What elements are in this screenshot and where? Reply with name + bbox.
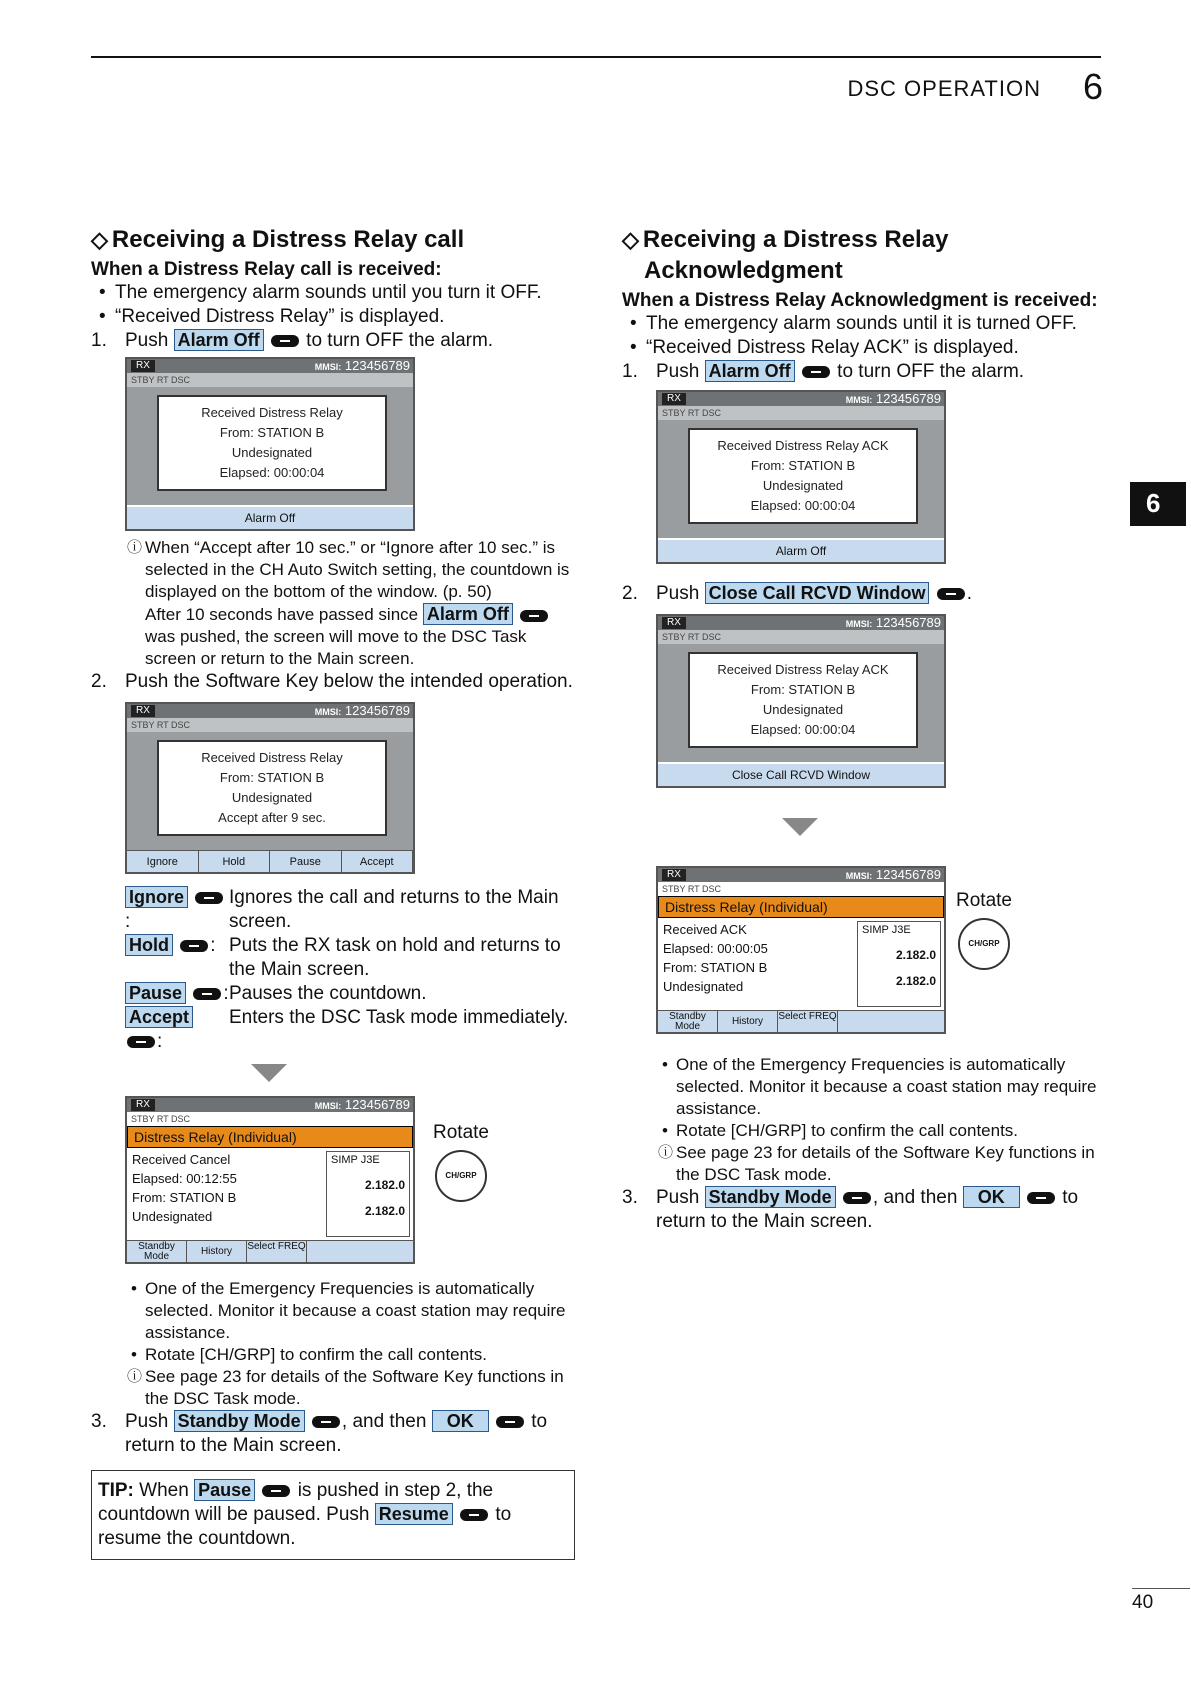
- step-1: 1. Push Alarm Off to turn OFF the alarm.: [91, 330, 494, 351]
- list-item: • One of the Emergency Frequencies is automatically selected. Monitor it because a coast station may require assistance.: [91, 1278, 581, 1344]
- right-heading-line2: Acknowledgment: [644, 257, 843, 284]
- note-after-10s: After 10 seconds have passed since Alarm Off was pushed, the screen will move to the DSC Task screen or return to the Main screen.: [91, 603, 581, 670]
- ch-grp-knob-icon: CH/GRP: [958, 918, 1010, 970]
- step-1: 1. Push Alarm Off to turn OFF the alarm.: [622, 361, 1025, 382]
- left-column: [91, 224, 581, 1560]
- diamond-icon: ◇: [91, 227, 108, 252]
- soft-key-standby[interactable]: Standby Mode: [658, 1011, 718, 1032]
- list-item: • The emergency alarm sounds until you turn it OFF.: [91, 281, 581, 305]
- list-item: • Rotate [CH/GRP] to confirm the call contents.: [622, 1120, 1102, 1142]
- step-2: 2. Push the Software Key below the intended operation.: [91, 671, 573, 692]
- dsc-task-screen-ack: RX MMSI: 123456789 STBY RT DSC Distress Relay (Individual) Received ACK Elapsed: 00:00:05 From: STATION B Undesignated SIMP J3E 2.182.0 2.182.0 Standby Mode History Select FREQ: [656, 866, 946, 1034]
- page-number: 40: [1132, 1592, 1154, 1613]
- step-3: 3. Push Standby Mode , and then OK to return to the Main screen.: [622, 1187, 1079, 1232]
- tip-box: TIP: When Pause is pushed in step 2, the countdown will be paused. Push Resume to resume the countdown.: [91, 1470, 575, 1560]
- soft-key-pause[interactable]: Pause: [270, 851, 342, 872]
- radio-screen-alarm: RX MMSI: 123456789 STBY RT DSC Received Distress Relay From: STATION B Undesignated Elapsed: 00:00:04 Alarm Off: [125, 357, 415, 531]
- radio-screen-ack-close: RX MMSI: 123456789 STBY RT DSC Received Distress Relay ACK From: STATION B Undesignated Elapsed: 00:00:04 Close Call RCVD Window: [656, 614, 946, 788]
- soft-key-accept[interactable]: Accept: [342, 851, 414, 872]
- right-heading: ◇ Receiving a Distress Relay: [622, 226, 949, 253]
- soft-key-select-freq[interactable]: Select FREQ: [778, 1011, 838, 1032]
- right-column: [622, 224, 1102, 1234]
- arrow-down-icon: [251, 1064, 287, 1082]
- alarm-off-screen-button[interactable]: Alarm Off: [127, 505, 413, 529]
- radio-screen-countdown: RX MMSI: 123456789 STBY RT DSC Received Distress Relay From: STATION B Undesignated Accept after 9 sec. Ignore Hold Pause Accept: [125, 702, 415, 874]
- note-countdown: ⓘ When “Accept after 10 sec.” or “Ignore after 10 sec.” is selected in the CH Auto Switch setting, the countdown is displayed on the bottom of the window. (p. 50): [127, 538, 570, 601]
- soft-key-ignore[interactable]: Ignore: [127, 851, 199, 872]
- list-item: • Rotate [CH/GRP] to confirm the call contents.: [91, 1344, 581, 1366]
- close-call-screen-button[interactable]: Close Call RCVD Window: [658, 762, 944, 786]
- software-key-icon: [271, 335, 299, 347]
- key-desc-hold: Hold : Puts the RX task on hold and returns to the Main screen.: [91, 934, 581, 982]
- step-2: 2. Push Close Call RCVD Window .: [622, 583, 973, 604]
- step-3: 3. Push Standby Mode , and then OK to return to the Main screen.: [91, 1411, 548, 1456]
- ch-grp-knob-icon: CH/GRP: [435, 1150, 487, 1202]
- list-item: • One of the Emergency Frequencies is automatically selected. Monitor it because a coast station may require assistance.: [622, 1054, 1102, 1120]
- info-icon: ⓘ: [127, 539, 143, 556]
- soft-key-history[interactable]: History: [187, 1241, 247, 1262]
- key-desc-ignore: Ignore : Ignores the call and returns to the Main screen.: [125, 887, 559, 932]
- dsc-task-screen: RX MMSI: 123456789 STBY RT DSC Distress Relay (Individual) Received Cancel Elapsed: 00:12:55 From: STATION B Undesignated SIMP J3E 2.182.0 2.182.0 Standby Mode History Select FREQ: [125, 1096, 415, 1264]
- info-icon: ⓘ: [658, 1144, 674, 1161]
- diamond-icon: ◇: [622, 227, 639, 252]
- left-heading: ◇ Receiving a Distress Relay call: [91, 226, 465, 253]
- chapter-tab: 6: [1130, 482, 1186, 526]
- list-item: • “Received Distress Relay ACK” is displayed.: [622, 336, 1102, 360]
- arrow-down-icon: [782, 818, 818, 836]
- soft-key-select-freq[interactable]: Select FREQ: [247, 1241, 307, 1262]
- radio-screen-ack-alarm: RX MMSI: 123456789 STBY RT DSC Received Distress Relay ACK From: STATION B Undesignated Elapsed: 00:00:04 Alarm Off: [656, 390, 946, 564]
- right-subheading: When a Distress Relay Acknowledgment is received:: [622, 290, 1098, 311]
- note-software-key: ⓘ See page 23 for details of the Software Key functions in the DSC Task mode.: [127, 1367, 564, 1408]
- list-item: • “Received Distress Relay” is displayed.: [91, 305, 581, 329]
- key-desc-accept: Accept : Enters the DSC Task mode immediately.: [91, 1006, 581, 1054]
- header-chapter-number: 6: [1082, 66, 1103, 107]
- list-item: • The emergency alarm sounds until it is turned OFF.: [622, 312, 1102, 336]
- soft-key-standby[interactable]: Standby Mode: [127, 1241, 187, 1262]
- software-key-icon: [520, 610, 548, 622]
- top-rule: [91, 56, 1101, 58]
- key-desc-pause: Pause : Pauses the countdown.: [91, 982, 581, 1006]
- alarm-off-screen-button[interactable]: Alarm Off: [658, 538, 944, 562]
- header-title: DSC OPERATION: [847, 76, 1041, 101]
- note-software-key: ⓘ See page 23 for details of the Software Key functions in the DSC Task mode.: [658, 1143, 1095, 1184]
- soft-key-history[interactable]: History: [718, 1011, 778, 1032]
- soft-key-hold[interactable]: Hold: [199, 851, 271, 872]
- left-subheading: When a Distress Relay call is received:: [91, 259, 442, 280]
- rotate-knob-callout: Rotate CH/GRP: [433, 1122, 489, 1202]
- page-rule: [1132, 1588, 1190, 1589]
- rotate-knob-callout: Rotate CH/GRP: [956, 890, 1012, 970]
- alarm-off-key: Alarm Off: [174, 329, 264, 351]
- info-icon: ⓘ: [127, 1368, 143, 1385]
